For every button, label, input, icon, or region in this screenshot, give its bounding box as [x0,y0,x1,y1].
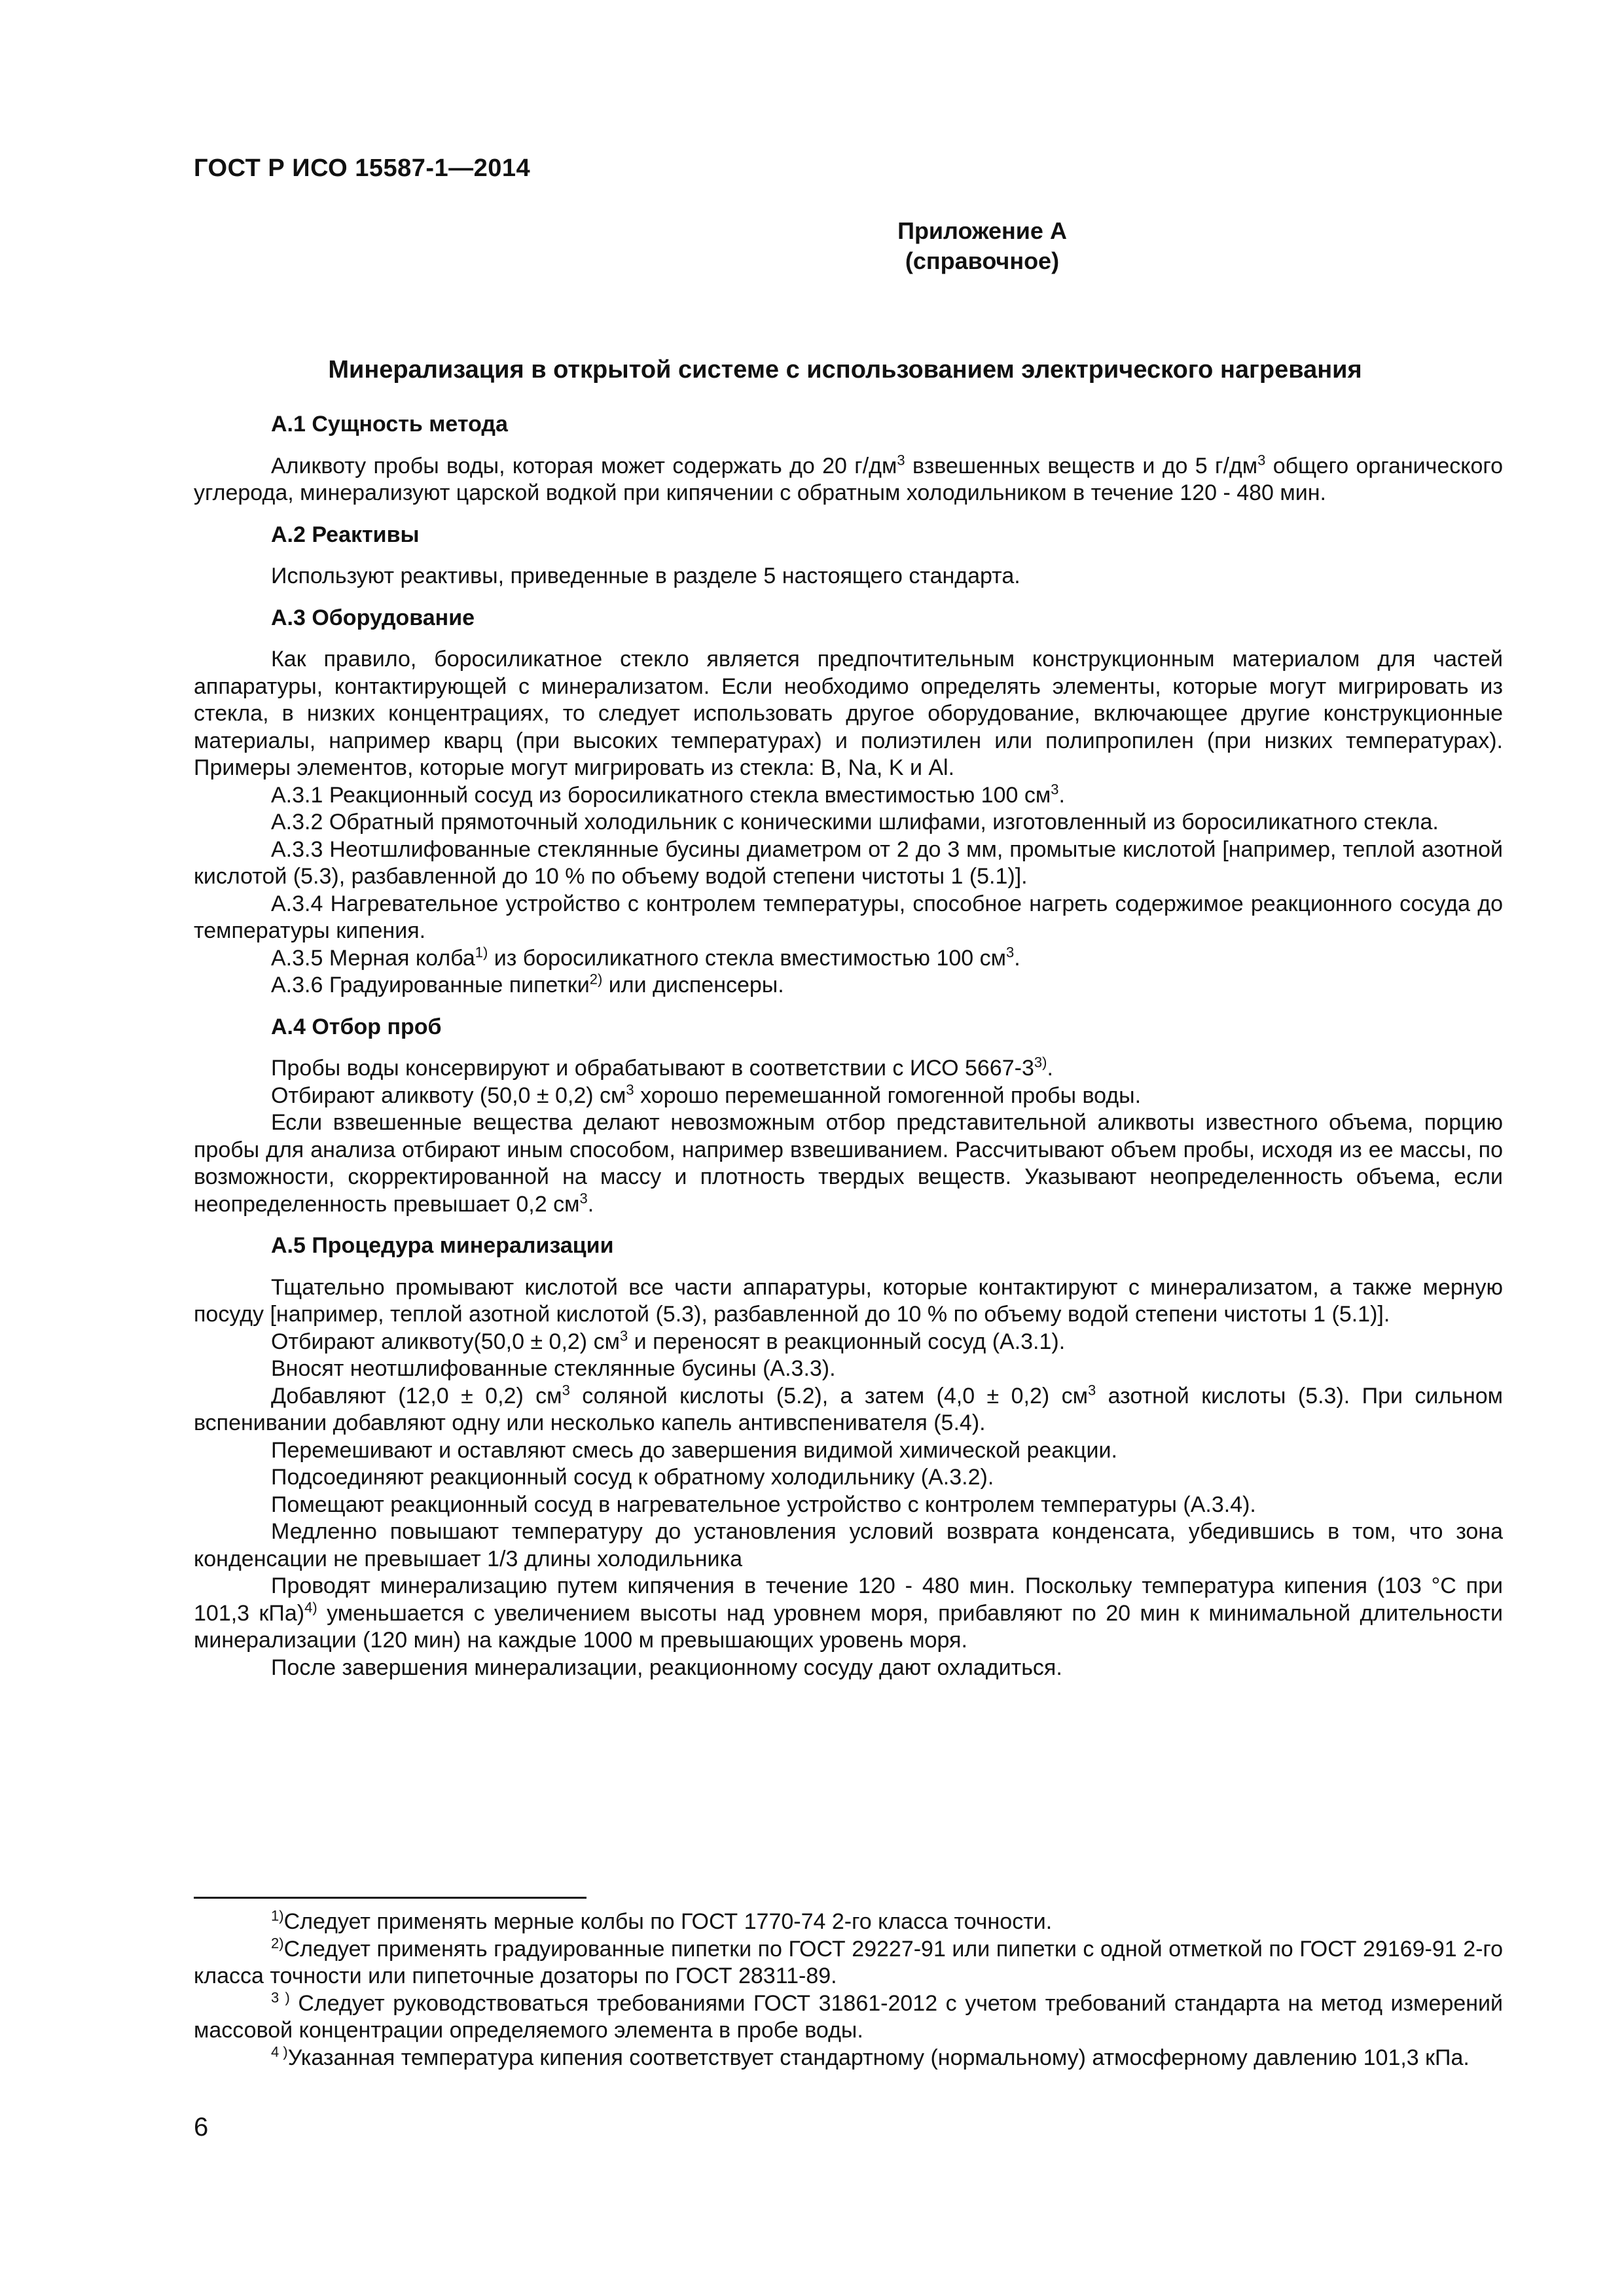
footnote: $^{4 )}$Указанная температура кипения соответствует стандартному (нормальному) атмосферному давлению 101,3 кПа. [271,2043,1470,2070]
section-heading-a2: А.2 Реактивы [271,522,420,547]
appendix-label [0,216,1624,276]
list-item: А.3.1 Реакционный сосуд из боросиликатного стекла вместимостью 100 $см^3$. [271,781,1065,808]
list-item: А.3.5 Мерная колба$^{1)}$ из боросиликатного стекла вместимостью 100 $см^3$. [271,944,1020,971]
footnotes [194,1909,1503,2072]
list-item: А.3.4 Нагревательное устройство с контролем температуры, способное нагреть содержимое реакционного сосуда до температуры кипения. [194,891,1503,943]
paragraph: Аликвоту пробы воды, которая может содержать до 20 $г/дм^3$ взвешенных веществ и до 5 $г/дм^3$ общего органического углерода, минерализуют царской водкой при кипячении с обратным холодильником в течение 120 - 480 мин. [194,452,1503,505]
paragraph: Подсоединяют реакционный сосуд к обратному холодильнику (А.3.2). [271,1465,994,1490]
paragraph: Тщательно промывают кислотой все части аппаратуры, которые контактируют с минерализатом, а также мерную посуду [например, теплой азотной кислотой (5.3), разбавленной до 10 % по объему водой степени чистоты 1 (5.1)]. [194,1274,1503,1327]
paragraph: Добавляют (12,0 ± 0,2) $см^3$ соляной кислоты (5.2), а затем (4,0 ± 0,2) $см^3$ азотной кислоты (5.3). При сильном вспенивании добавляют одну или несколько капель антивспенивателя (5.4). [194,1382,1504,1435]
footnote-divider [194,1897,586,1899]
document-header: ГОСТ Р ИСО 15587-1—2014 [194,154,531,182]
document-body [194,411,1503,1681]
section-heading-a5: А.5 Процедура минерализации [271,1233,614,1258]
footnote: $^{3 )}$ Следует руководствоваться требованиями ГОСТ 31861-2012 с учетом требований стандарта на метод измерений массовой концентрации определяемого элемента в пробе воды. [194,1989,1503,2043]
paragraph: После завершения минерализации, реакционному сосуду дают охладиться. [271,1655,1062,1680]
appendix-title: Приложение А [897,217,1067,244]
section-heading-a4: А.4 Отбор проб [271,1014,442,1039]
appendix-type: (справочное) [905,247,1060,274]
list-item: А.3.6 Градуированные пипетки$^{2)}$ или диспенсеры. [271,971,784,997]
paragraph: Как правило, боросиликатное стекло является предпочтительным конструкционным материалом для частей аппаратуры, контактирующей с минерализатом. Если необходимо определять элементы, которые могут мигрировать из стекла, в низких концентрациях, то следует использовать другое оборудование, включающее другие конструкционные материалы, например кварц (при высоких температурах) и полиэтилен или полипропилен (при низких температурах). Примеры элементов, которые могут мигрировать из стекла: B, Na, K и Al. [194,647,1503,780]
paragraph: Отбирают аликвоту (50,0 ± 0,2) $см^3$ хорошо перемешанной гомогенной пробы воды. [271,1081,1142,1108]
section-heading-a3: А.3 Оборудование [271,605,475,630]
section-heading-a1: А.1 Сущность метода [271,412,508,437]
paragraph: Вносят неотшлифованные стеклянные бусины (А.3.3). [271,1356,836,1381]
paragraph: Если взвешенные вещества делают невозможным отбор представительной аликвоты известного объема, порцию пробы для анализа отбирают иным способом, например взвешиванием. Рассчитывают объем пробы, исходя из ее массы, по возможности, скорректированной на массу и плотность твердых веществ. Указывают неопределенность объема, если неопределенность превышает 0,2 $см^3$. [194,1110,1503,1217]
list-item: А.3.3 Неотшлифованные стеклянные бусины диаметром от 2 до 3 мм, промытые кислотой [например, теплой азотной кислотой (5.3), разбавленной до 10 % по объему водой степени чистоты 1 (5.1)]. [194,836,1503,889]
footnote: $^{1)}$Следует применять мерные колбы по ГОСТ 1770-74 2-го класса точности. [271,1907,1053,1934]
appendix-heading: Минерализация в открытой системе с использованием электрического нагревания [328,356,1362,384]
paragraph: Медленно повышают температуру до установления условий возврата конденсата, убедившись в том, что зона конденсации не превышает 1/3 длины холодильника [194,1519,1503,1571]
page-number: 6 [194,2113,209,2142]
list-item: А.3.2 Обратный прямоточный холодильник с коническими шлифами, изготовленный из боросиликатного стекла. [271,810,1439,834]
paragraph: Помещают реакционный сосуд в нагревательное устройство с контролем температуры (А.3.4). [271,1492,1256,1517]
paragraph: Пробы воды консервируют и обрабатывают в соответствии с ИСО 5667-3$^{3)}$. [271,1054,1053,1081]
paragraph: Перемешивают и оставляют смесь до завершения видимой химической реакции. [271,1437,1117,1463]
paragraph: Используют реактивы, приведенные в разделе 5 настоящего стандарта. [271,564,1020,588]
footnote: $^{2)}$Следует применять градуированные пипетки по ГОСТ 29227-91 или пипетки с одной отметкой по ГОСТ 29169-91 2-го класса точности или пипеточные дозаторы по ГОСТ 28311-89. [194,1935,1503,1988]
paragraph: Отбирают аликвоту(50,0 ± 0,2) $см^3$ и переносят в реакционный сосуд (А.3.1). [271,1327,1066,1354]
paragraph: Проводят минерализацию путем кипячения в течение 120 - 480 мин. Поскольку температура кипения (103 °С при 101,3 кПа)$^{4)}$ уменьшается с увеличением высоты над уровнем моря, прибавляют по 20 мин к минимальной длительности минерализации (120 мин) на каждые 1000 м превышающих уровень моря. [194,1573,1503,1653]
